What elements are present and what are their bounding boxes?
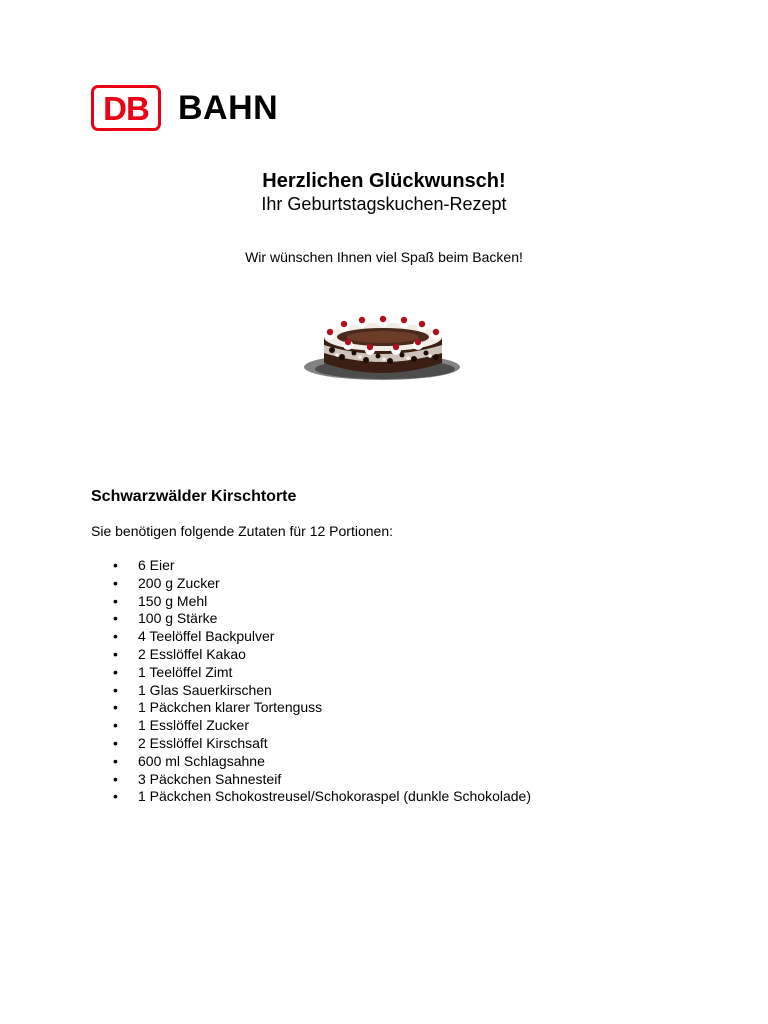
db-mark-text: DB (103, 89, 149, 127)
ingredient-text: 150 g Mehl (138, 592, 208, 609)
bullet-icon: • (113, 645, 118, 662)
db-bahn-logo (91, 85, 278, 131)
recipe-title: Schwarzwälder Kirschtorte (91, 488, 297, 505)
bullet-icon: • (113, 752, 118, 769)
db-logo-mark (91, 85, 161, 131)
bullet-icon: • (113, 788, 118, 805)
page-subtitle: Ihr Geburtstagskuchen-Rezept (261, 194, 507, 214)
list-item (91, 682, 531, 700)
list-item (91, 575, 531, 593)
greeting-text: Wir wünschen Ihnen viel Spaß beim Backen! (245, 249, 523, 265)
bullet-icon: • (113, 699, 118, 716)
list-item (91, 646, 531, 664)
bullet-icon: • (113, 592, 118, 609)
list-item (91, 610, 531, 628)
bullet-icon: • (113, 770, 118, 787)
bullet-icon: • (113, 663, 118, 680)
recipe-intro: Sie benötigen folgende Zutaten für 12 Portionen: (91, 523, 393, 539)
ingredient-text: 1 Päckchen Schokostreusel/Schokoraspel (dunkle Schokolade) (138, 788, 532, 805)
ingredient-text: 200 g Zucker (138, 574, 220, 591)
ingredient-text: 2 Esslöffel Kakao (138, 645, 246, 662)
list-item (91, 664, 531, 682)
ingredient-text: 1 Glas Sauerkirschen (138, 681, 272, 698)
list-item (91, 735, 531, 753)
bullet-icon: • (113, 628, 118, 645)
ingredient-text: 6 Eier (138, 557, 175, 573)
list-item (91, 699, 531, 717)
bullet-icon: • (113, 610, 118, 627)
ingredient-text: 1 Päckchen klarer Tortenguss (138, 699, 323, 716)
ingredient-text: 3 Päckchen Sahnesteif (138, 770, 282, 787)
list-item (91, 717, 531, 735)
page-title: Herzlichen Glückwunsch! (262, 170, 506, 192)
ingredient-text: 1 Esslöffel Zucker (138, 717, 250, 734)
bullet-icon: • (113, 734, 118, 751)
list-item (91, 593, 531, 611)
ingredient-text: 4 Teelöffel Backpulver (138, 628, 275, 645)
list-item (91, 788, 531, 806)
ingredient-text: 100 g Stärke (138, 610, 218, 627)
cake-image (300, 305, 465, 395)
ingredient-text: 600 ml Schlagsahne (138, 752, 265, 769)
bullet-icon: • (113, 717, 118, 734)
list-item (91, 771, 531, 789)
ingredient-list (91, 557, 531, 806)
bullet-icon: • (113, 681, 118, 698)
brand-name: BAHN (178, 89, 279, 127)
ingredient-text: 2 Esslöffel Kirschsaft (138, 734, 268, 751)
bullet-icon: • (113, 574, 118, 591)
list-item (91, 753, 531, 771)
list-item (91, 557, 531, 575)
list-item (91, 628, 531, 646)
bullet-icon: • (113, 557, 118, 573)
ingredient-text: 1 Teelöffel Zimt (138, 663, 233, 680)
